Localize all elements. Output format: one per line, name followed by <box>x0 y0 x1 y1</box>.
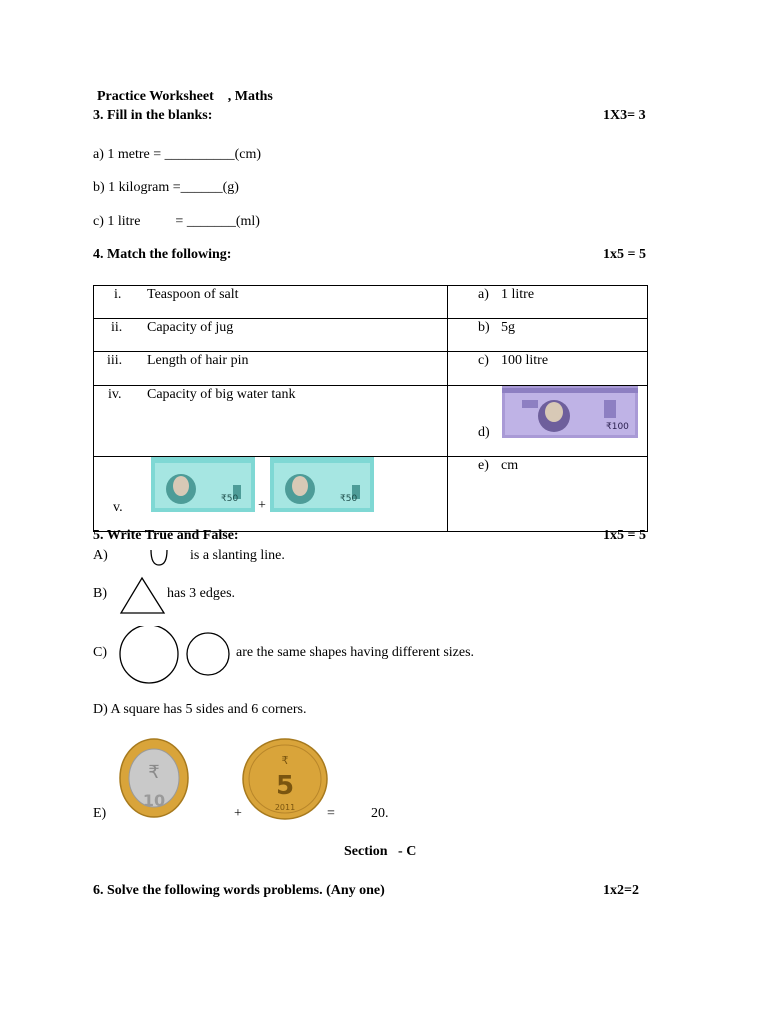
q6-heading: 6. Solve the following words problems. (Any one) <box>93 883 385 898</box>
note-value: ₹50 <box>221 494 239 504</box>
right-text: 5g <box>501 320 515 335</box>
q5-e-result: 20. <box>371 806 389 821</box>
note-value: ₹50 <box>340 494 358 504</box>
large-circle <box>120 626 178 683</box>
note-value: ₹100 <box>606 422 629 432</box>
triangle-shape <box>119 576 167 616</box>
q5-heading: 5. Write True and False: <box>93 528 239 543</box>
match-table <box>93 285 648 532</box>
right-letter: d) <box>478 425 490 440</box>
q5-marks: 1x5 = 5 <box>603 528 646 543</box>
match-row <box>94 386 648 457</box>
hundred-rupee-note <box>502 386 638 438</box>
q5-a-label: A) <box>93 548 108 563</box>
q3-marks: 1X3= 3 <box>603 108 646 123</box>
left-num: v. <box>113 500 123 515</box>
q6-marks: 1x2=2 <box>603 883 639 898</box>
ten-rupee-coin <box>119 738 189 818</box>
q5-e-label: E) <box>93 806 107 821</box>
equals-sign: = <box>327 806 335 821</box>
five-rupee-coin <box>242 738 328 820</box>
section-title: Section - C <box>344 844 417 859</box>
left-text: Capacity of jug <box>147 320 234 335</box>
left-num: i. <box>114 287 122 302</box>
worksheet-title <box>97 89 273 105</box>
title-text: Practice Worksheet <box>97 89 214 104</box>
q5-b-label: B) <box>93 586 107 601</box>
match-row <box>94 286 648 319</box>
coin-value: 5 <box>275 771 295 801</box>
subject-text: , Maths <box>227 89 273 104</box>
svg-text:₹: ₹ <box>281 754 289 767</box>
left-text: Length of hair pin <box>147 353 249 368</box>
svg-text:₹: ₹ <box>148 762 160 783</box>
right-text: 1 litre <box>501 287 535 302</box>
q5-d-text: D) A square has 5 sides and 6 corners. <box>93 702 307 717</box>
right-letter: c) <box>478 353 489 368</box>
small-circle <box>187 633 229 675</box>
plus-sign: + <box>234 806 242 821</box>
coin-year: 2011 <box>274 803 296 812</box>
q4-heading: 4. Match the following: <box>93 247 232 262</box>
q5-c-label: C) <box>93 645 107 660</box>
fifty-rupee-note <box>151 457 255 512</box>
right-letter: a) <box>478 287 489 302</box>
match-row <box>94 352 648 386</box>
left-num: ii. <box>111 320 123 335</box>
match-row <box>94 319 648 352</box>
q5-c-text: are the same shapes having different sizes. <box>236 645 475 660</box>
left-num: iii. <box>107 353 123 368</box>
q3-item-a: a) 1 metre = __________(cm) <box>93 147 262 162</box>
right-letter: e) <box>478 458 489 473</box>
circle-shapes <box>119 626 233 684</box>
right-letter: b) <box>478 320 490 335</box>
coin-value: 10 <box>142 791 166 810</box>
q3-item-b: b) 1 kilogram =______(g) <box>93 180 239 195</box>
fifty-rupee-note <box>270 457 374 512</box>
match-row <box>94 457 648 532</box>
left-text: Teaspoon of salt <box>147 287 239 302</box>
right-text: 100 litre <box>501 353 549 368</box>
q3-item-c: c) 1 litre = _______(ml) <box>93 214 260 229</box>
right-text: cm <box>501 458 519 473</box>
plus-sign: + <box>258 498 266 513</box>
q3-heading: 3. Fill in the blanks: <box>93 108 213 123</box>
q5-a-text: is a slanting line. <box>190 548 285 563</box>
left-num: iv. <box>108 387 122 402</box>
q5-b-text: has 3 edges. <box>167 586 236 601</box>
q4-marks: 1x5 = 5 <box>603 247 646 262</box>
left-text: Capacity of big water tank <box>147 387 296 402</box>
curve-shape <box>148 548 170 568</box>
